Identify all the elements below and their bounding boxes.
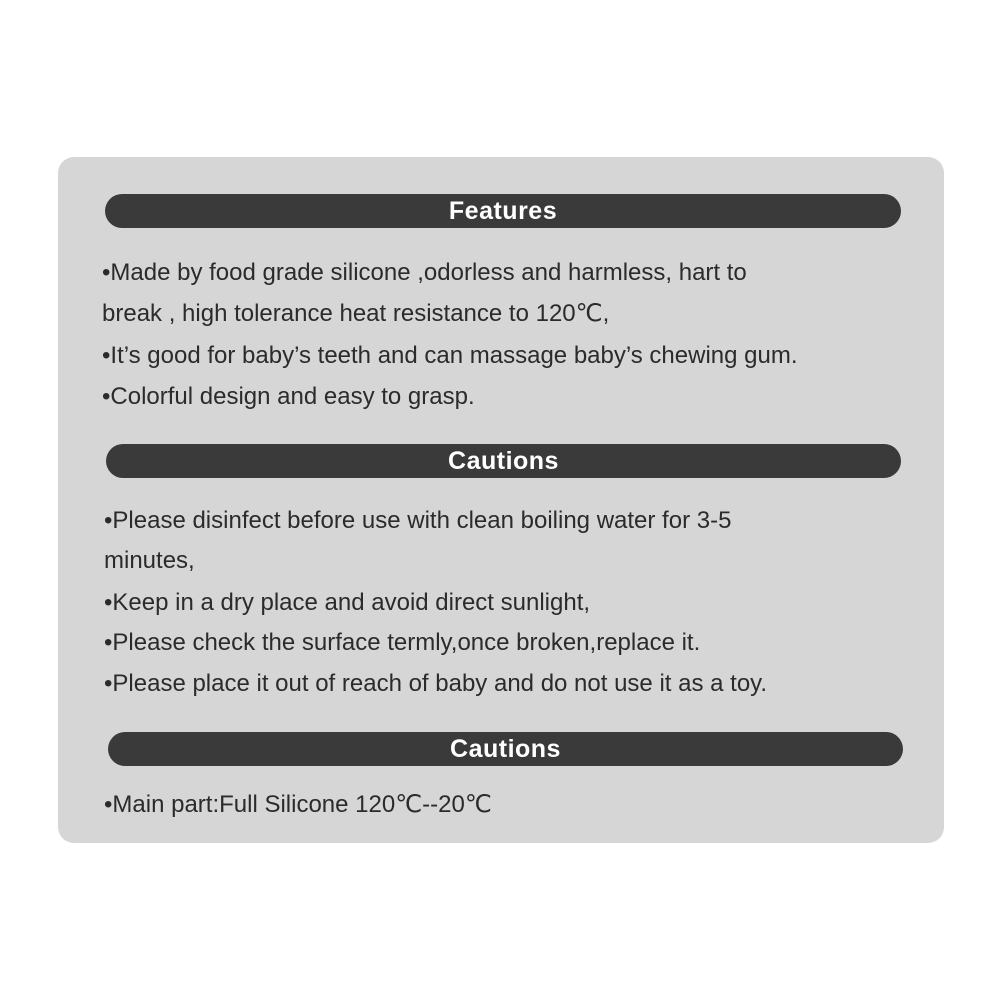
material-line-1: •Main part:Full Silicone 120℃--20℃ <box>104 791 492 818</box>
cautions-line-3: •Keep in a dry place and avoid direct sunlight, <box>104 589 591 616</box>
instruction-card <box>58 157 944 843</box>
features-line-3: •It’s good for baby’s teeth and can massage baby’s chewing gum. <box>102 342 798 369</box>
features-line-1: •Made by food grade silicone ,odorless and harmless, hart to <box>102 259 747 286</box>
section-heading-cautions: Cautions <box>106 444 901 478</box>
cautions-line-2: minutes, <box>104 547 195 574</box>
cautions-line-5: •Please place it out of reach of baby and do not use it as a toy. <box>104 670 768 697</box>
features-line-4: •Colorful design and easy to grasp. <box>102 383 475 410</box>
section-heading-features: Features <box>105 194 901 228</box>
cautions-line-1: •Please disinfect before use with clean boiling water for 3-5 <box>104 507 732 534</box>
section-heading-material: Cautions <box>108 732 903 766</box>
cautions-line-4: •Please check the surface termly,once broken,replace it. <box>104 629 701 656</box>
features-line-2: break , high tolerance heat resistance to 120℃, <box>102 300 610 327</box>
